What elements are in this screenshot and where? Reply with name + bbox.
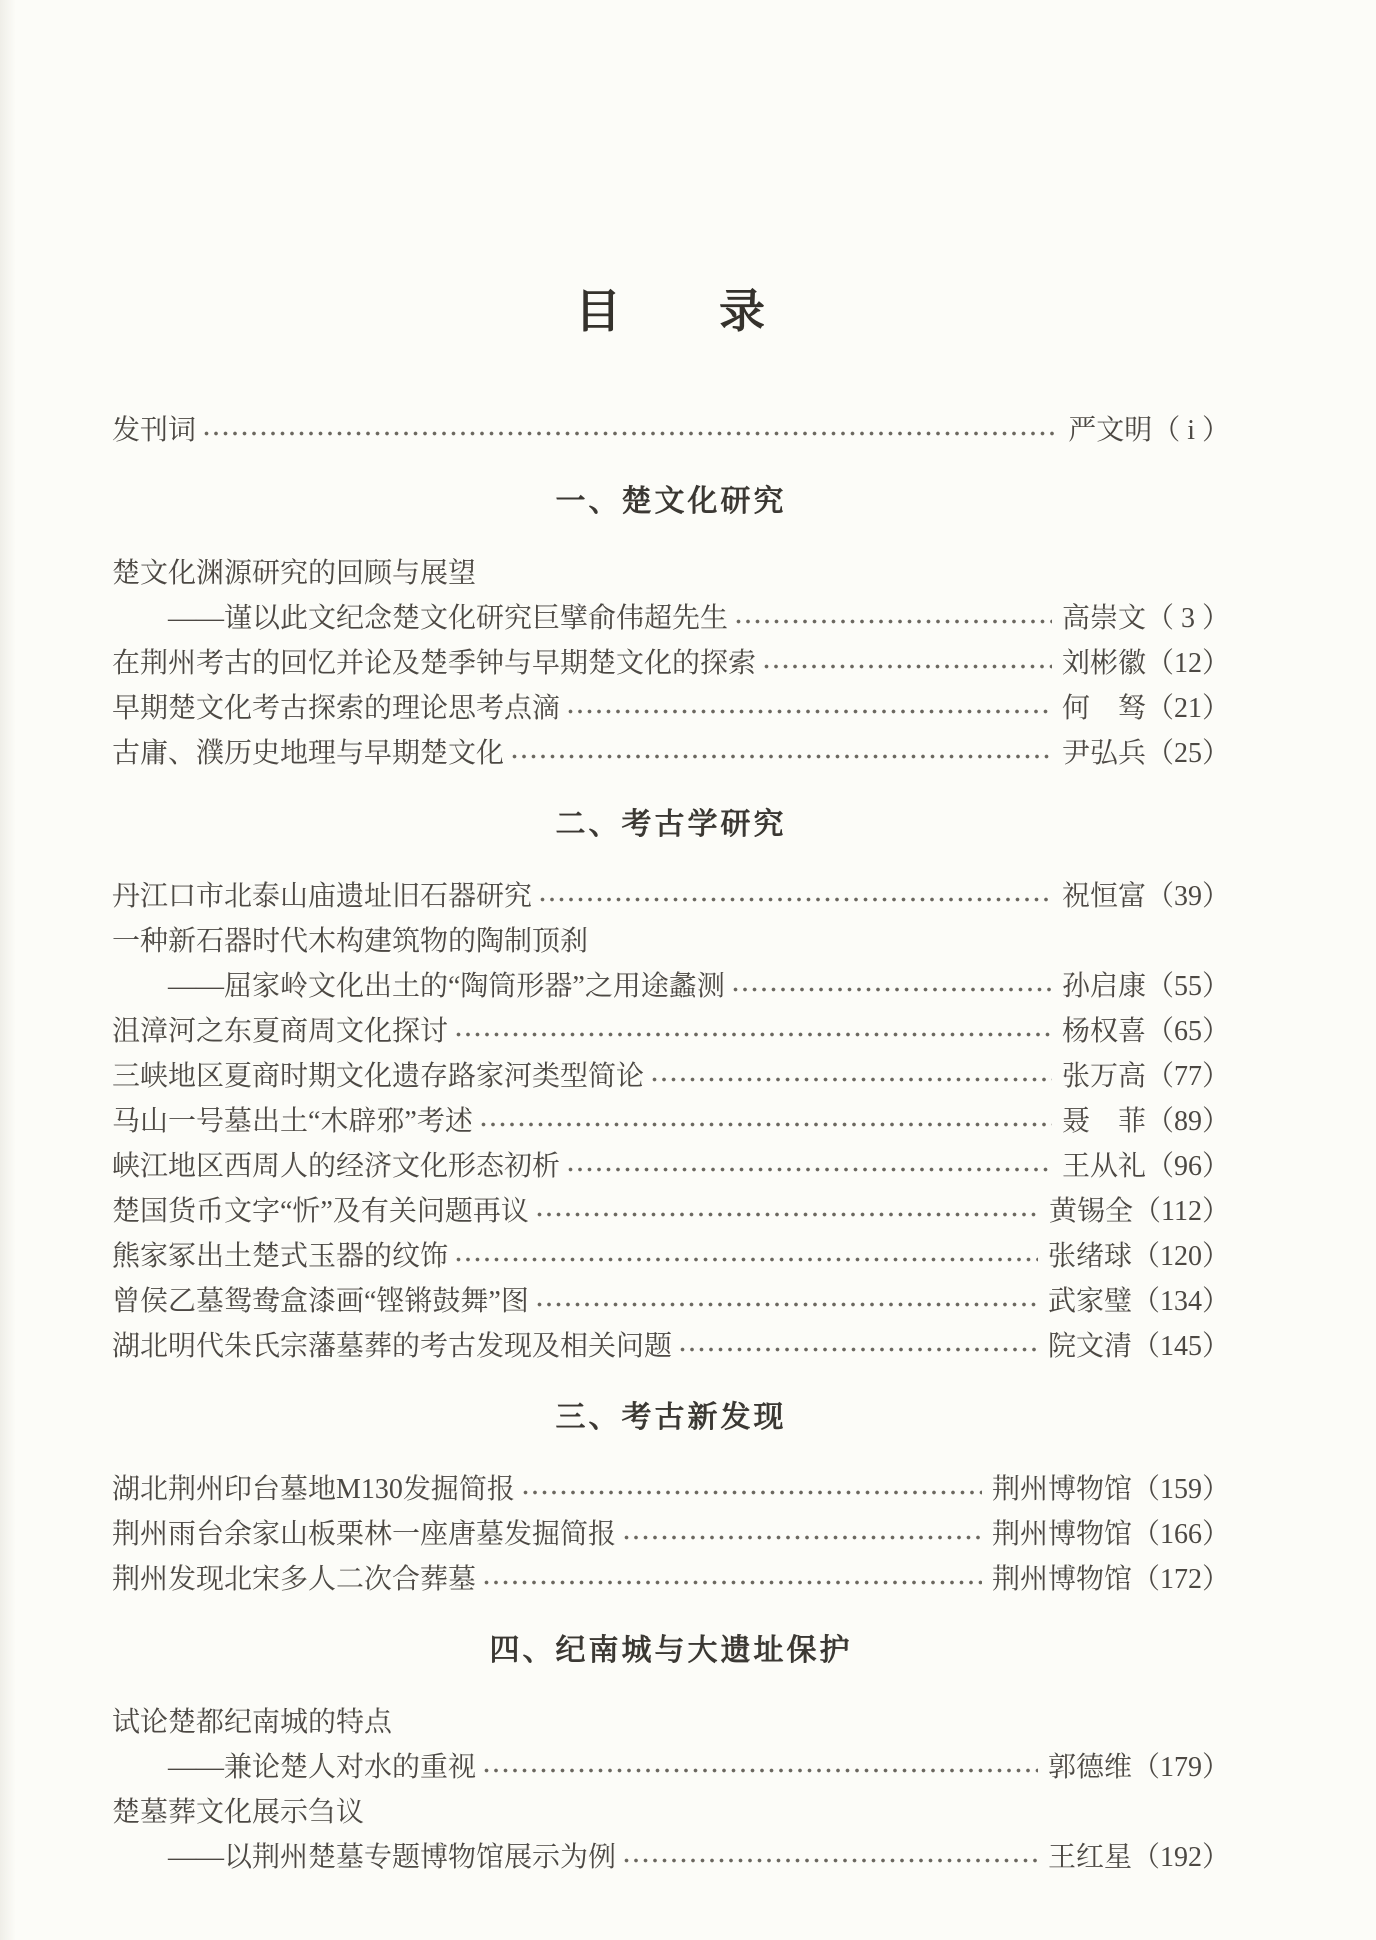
entry-author: 黄锡全 [1049,1196,1134,1227]
toc-row [112,408,1230,453]
entry-author: 严文明 [1068,415,1153,446]
entry-page-number: （166） [1131,1519,1230,1550]
entry-author-page [1062,731,1230,776]
entry-author: 荆州博物馆 [991,1519,1132,1550]
toc-row [112,1324,1230,1369]
entry-author: 何 驽 [1061,693,1146,724]
entry-title: 古庸、濮历史地理与早期楚文化 [112,738,505,769]
entry-author: 刘彬徽 [1061,648,1146,679]
entry-subtitle: ——以荆州楚墓专题博物馆展示为例 [168,1842,617,1873]
entry-page-number: （89） [1145,1106,1230,1137]
entry-author-page [1062,964,1230,1009]
entry-author: 高崇文 [1061,603,1146,634]
entry-author-page [1062,874,1230,919]
entry-author-page [1062,596,1230,641]
entry-author-page [1049,1189,1230,1234]
entry-author-page [1048,1835,1230,1880]
entry-author-page [1068,408,1230,453]
entry-author: 王从礼 [1061,1151,1146,1182]
entry-page-number: （ i ） [1152,415,1230,446]
dot-leader [733,987,1052,992]
entry-page-number: （134） [1131,1286,1230,1317]
dot-leader [680,1347,1038,1352]
dot-leader [537,1302,1038,1307]
toc-row [112,1700,1230,1745]
toc-row [112,1009,1230,1054]
entry-author: 荆州博物馆 [991,1474,1132,1505]
entry-subtitle: ——谨以此文纪念楚文化研究巨擘俞伟超先生 [168,603,729,634]
dot-leader [456,1032,1052,1037]
toc-row [112,1234,1230,1279]
toc-row [112,1557,1230,1602]
page-title: 目 录 [575,286,767,337]
toc-row [112,1099,1230,1144]
entry-subtitle: ——兼论楚人对水的重视 [168,1752,477,1783]
entry-page-number: （12） [1145,648,1230,679]
entry-author-page [1062,1009,1230,1054]
entry-page-number: （39） [1145,881,1230,912]
dot-leader [624,1858,1038,1863]
toc-row [112,1790,1230,1835]
dot-leader [736,619,1052,624]
entry-author-page [992,1512,1230,1557]
entry-title: 湖北明代朱氏宗藩墓葬的考古发现及相关问题 [112,1331,673,1362]
entry-author: 张绪球 [1047,1241,1132,1272]
entry-title: 在荆州考古的回忆并论及楚季钟与早期楚文化的探索 [112,648,757,679]
entry-title: 峡江地区西周人的经济文化形态初析 [112,1151,561,1182]
entry-page-number: （192） [1131,1842,1230,1873]
dot-leader [540,897,1052,902]
section-heading: 二、考古学研究 [555,808,787,841]
entry-title: 楚国货币文字“忻”及有关问题再议 [112,1196,529,1227]
entry-title: 楚墓葬文化展示刍议 [112,1797,365,1828]
entry-title: 丹江口市北泰山庙遗址旧石器研究 [112,881,533,912]
section-heading: 一、楚文化研究 [555,485,787,518]
entry-author: 祝恒富 [1061,881,1146,912]
entry-title: 熊家冢出土楚式玉器的纹饰 [112,1241,449,1272]
entry-author: 杨权喜 [1061,1016,1146,1047]
entry-page-number: （ 3 ） [1145,603,1230,634]
dot-leader [568,709,1052,714]
entry-author-page [1062,1144,1230,1189]
entry-title: 发刊词 [112,415,197,446]
entry-title: 早期楚文化考古探索的理论思考点滴 [112,693,561,724]
toc-row [112,1467,1230,1512]
dot-leader [484,1768,1038,1773]
entry-author-page [1048,1324,1230,1369]
toc-row [112,1189,1230,1234]
toc-row [112,641,1230,686]
entry-author: 张万高 [1061,1061,1146,1092]
toc-content [112,0,1230,1880]
entry-author-page [1062,1054,1230,1099]
toc-row [112,919,1230,964]
entry-title: 曾侯乙墓鸳鸯盒漆画“铿锵鼓舞”图 [112,1286,529,1317]
entry-title: 楚文化渊源研究的回顾与展望 [112,558,477,589]
dot-leader [456,1257,1038,1262]
toc-row [112,874,1230,919]
entry-page-number: （96） [1145,1151,1230,1182]
dot-leader [523,1490,982,1495]
entry-title: 沮漳河之东夏商周文化探讨 [112,1016,449,1047]
entry-author: 院文清 [1047,1331,1132,1362]
section-heading: 三、考古新发现 [555,1401,787,1434]
entry-author-page [992,1557,1230,1602]
entry-page-number: （179） [1131,1752,1230,1783]
toc-row [112,1512,1230,1557]
toc-row [112,1144,1230,1189]
entry-page-number: （120） [1131,1241,1230,1272]
entry-page-number: （145） [1131,1331,1230,1362]
entry-author: 荆州博物馆 [991,1564,1132,1595]
entry-author-page [1062,1099,1230,1144]
entry-page-number: （25） [1145,738,1230,769]
dot-leader [484,1580,982,1585]
toc-row [112,1279,1230,1324]
entry-title: 一种新石器时代木构建筑物的陶制顶刹 [112,926,589,957]
entry-author: 郭德维 [1047,1752,1132,1783]
toc-row [112,551,1230,596]
entry-author-page [992,1467,1230,1512]
toc-row [112,1745,1230,1790]
dot-leader [481,1122,1052,1127]
entry-page-number: （55） [1145,971,1230,1002]
entry-author: 孙启康 [1061,971,1146,1002]
entry-author: 尹弘兵 [1061,738,1146,769]
dot-leader [512,754,1052,759]
dot-leader [652,1077,1052,1082]
entry-author-page [1048,1745,1230,1790]
entry-title: 荆州雨台余家山板栗林一座唐墓发掘简报 [112,1519,617,1550]
toc-row [112,731,1230,776]
entry-title: 湖北荆州印台墓地M130发掘简报 [112,1474,515,1505]
entry-author: 聂 菲 [1061,1106,1146,1137]
entry-title: 三峡地区夏商时期文化遗存路家河类型简论 [112,1061,645,1092]
entry-author: 王红星 [1047,1842,1132,1873]
entry-title: 马山一号墓出土“木辟邪”考述 [112,1106,473,1137]
entry-page-number: （77） [1145,1061,1230,1092]
toc-row [112,686,1230,731]
toc-row [112,1835,1230,1880]
dot-leader [537,1212,1039,1217]
entry-author-page [1062,686,1230,731]
entry-author-page [1048,1279,1230,1324]
toc-row [112,964,1230,1009]
section-heading: 四、纪南城与大遗址保护 [489,1634,853,1667]
toc-row [112,1054,1230,1099]
entry-page-number: （21） [1145,693,1230,724]
toc-row [112,596,1230,641]
entry-author: 武家璧 [1047,1286,1132,1317]
entry-page-number: （112） [1133,1196,1230,1227]
entry-page-number: （65） [1145,1016,1230,1047]
entry-author-page [1048,1234,1230,1279]
dot-leader [764,664,1052,669]
entry-page-number: （172） [1131,1564,1230,1595]
dot-leader [568,1167,1052,1172]
entry-author-page [1062,641,1230,686]
entry-title: 试论楚都纪南城的特点 [112,1707,393,1738]
entry-title: 荆州发现北宋多人二次合葬墓 [112,1564,477,1595]
dot-leader [624,1535,982,1540]
dot-leader [204,431,1058,436]
entry-subtitle: ——屈家岭文化出土的“陶筒形器”之用途蠡测 [168,971,725,1002]
entry-page-number: （159） [1131,1474,1230,1505]
